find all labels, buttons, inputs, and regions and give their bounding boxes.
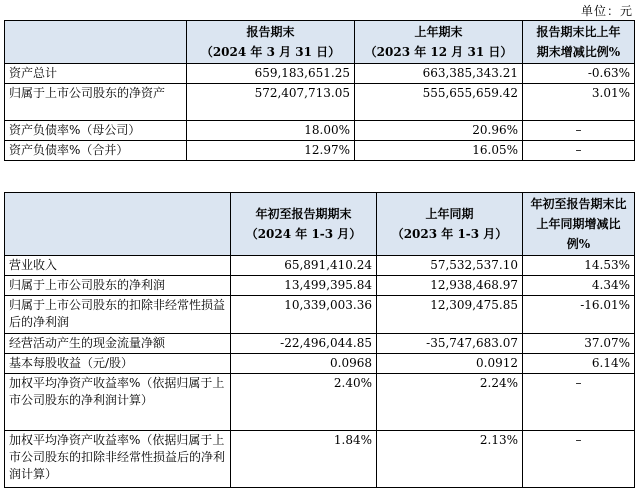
cell-change: -0.63% [523,64,635,84]
row-label: 营业收入 [5,256,231,276]
cell-change: -16.01% [523,296,635,334]
table-header-row [5,193,635,256]
cell-change: 3.01% [523,84,635,121]
header-cell [355,21,523,64]
header-cell [5,193,231,256]
row-label: 资产总计 [5,64,187,84]
header-period-end: 报告期末 （2024 年 3 月 31 日） [200,25,341,59]
cell-change: 14.53% [523,256,635,276]
cell-change: – [523,121,635,141]
cell-current: 0.0968 [231,354,377,374]
row-label: 归属于上市公司股东的净资产 [5,84,187,121]
cell-current: 18.00% [187,121,355,141]
row-label: 加权平均净资产收益率%（依据归属于上市公司股东的扣除非经常性损益后的净利润计算） [5,431,231,488]
cell-change: – [523,374,635,431]
table-row [5,141,635,161]
header-cell [187,21,355,64]
row-label: 加权平均净资产收益率%（依据归属于上市公司股东的净利润计算） [5,374,231,431]
cell-change: – [523,141,635,161]
row-label: 基本每股收益（元/股） [5,354,231,374]
header-prior-year-end: 上年期末 （2023 年 12 月 31 日） [364,25,513,59]
header-cell [5,21,187,64]
table-header-row [5,21,635,64]
cell-prior: -35,747,683.07 [377,334,523,354]
unit-label: 单位：元 [580,4,633,18]
row-label: 经营活动产生的现金流量净额 [5,334,231,354]
header-cell [523,21,635,64]
cell-prior: 2.13% [377,431,523,488]
cell-current: 10,339,003.36 [231,296,377,334]
row-label: 归属于上市公司股东的扣除非经常性损益后的净利润 [5,296,231,334]
cell-current: -22,496,044.85 [231,334,377,354]
cell-prior: 0.0912 [377,354,523,374]
table-row [5,84,635,121]
table-row [5,354,635,374]
row-label: 资产负债率%（合并） [5,141,187,161]
table-row [5,64,635,84]
cell-prior: 20.96% [355,121,523,141]
table-row [5,296,635,334]
cell-current: 12.97% [187,141,355,161]
cell-change: 4.34% [523,276,635,296]
cell-change: – [523,431,635,488]
cell-current: 659,183,651.25 [187,64,355,84]
header-cell [377,193,523,256]
cell-current: 1.84% [231,431,377,488]
table-row [5,256,635,276]
cell-change: 37.07% [523,334,635,354]
cell-change: 6.14% [523,354,635,374]
header-cell [231,193,377,256]
cell-prior: 663,385,343.21 [355,64,523,84]
header-change-ratio: 年初至报告期末比 上年同期增减比例% [530,197,627,251]
table-row [5,334,635,354]
row-label: 归属于上市公司股东的净利润 [5,276,231,296]
cell-current: 2.40% [231,374,377,431]
cell-current: 572,407,713.05 [187,84,355,121]
table-row [5,431,635,488]
cell-prior: 2.24% [377,374,523,431]
table-row [5,276,635,296]
cell-prior: 12,938,468.97 [377,276,523,296]
table-row [5,121,635,141]
header-change-ratio: 报告期末比上年 期末增减比例% [536,25,621,59]
cell-prior: 555,655,659.42 [355,84,523,121]
balance-sheet-table [4,20,635,161]
header-cell [523,193,635,256]
header-ytd: 年初至报告期期末 （2024 年 1-3 月） [245,207,362,241]
cell-prior: 12,309,475.85 [377,296,523,334]
cell-prior: 57,532,537.10 [377,256,523,276]
row-label: 资产负债率%（母公司） [5,121,187,141]
cell-current: 65,891,410.24 [231,256,377,276]
cell-prior: 16.05% [355,141,523,161]
income-statement-table [4,192,635,488]
header-prior-period: 上年同期 （2023 年 1-3 月） [391,207,508,241]
table-row [5,374,635,431]
cell-current: 13,499,395.84 [231,276,377,296]
